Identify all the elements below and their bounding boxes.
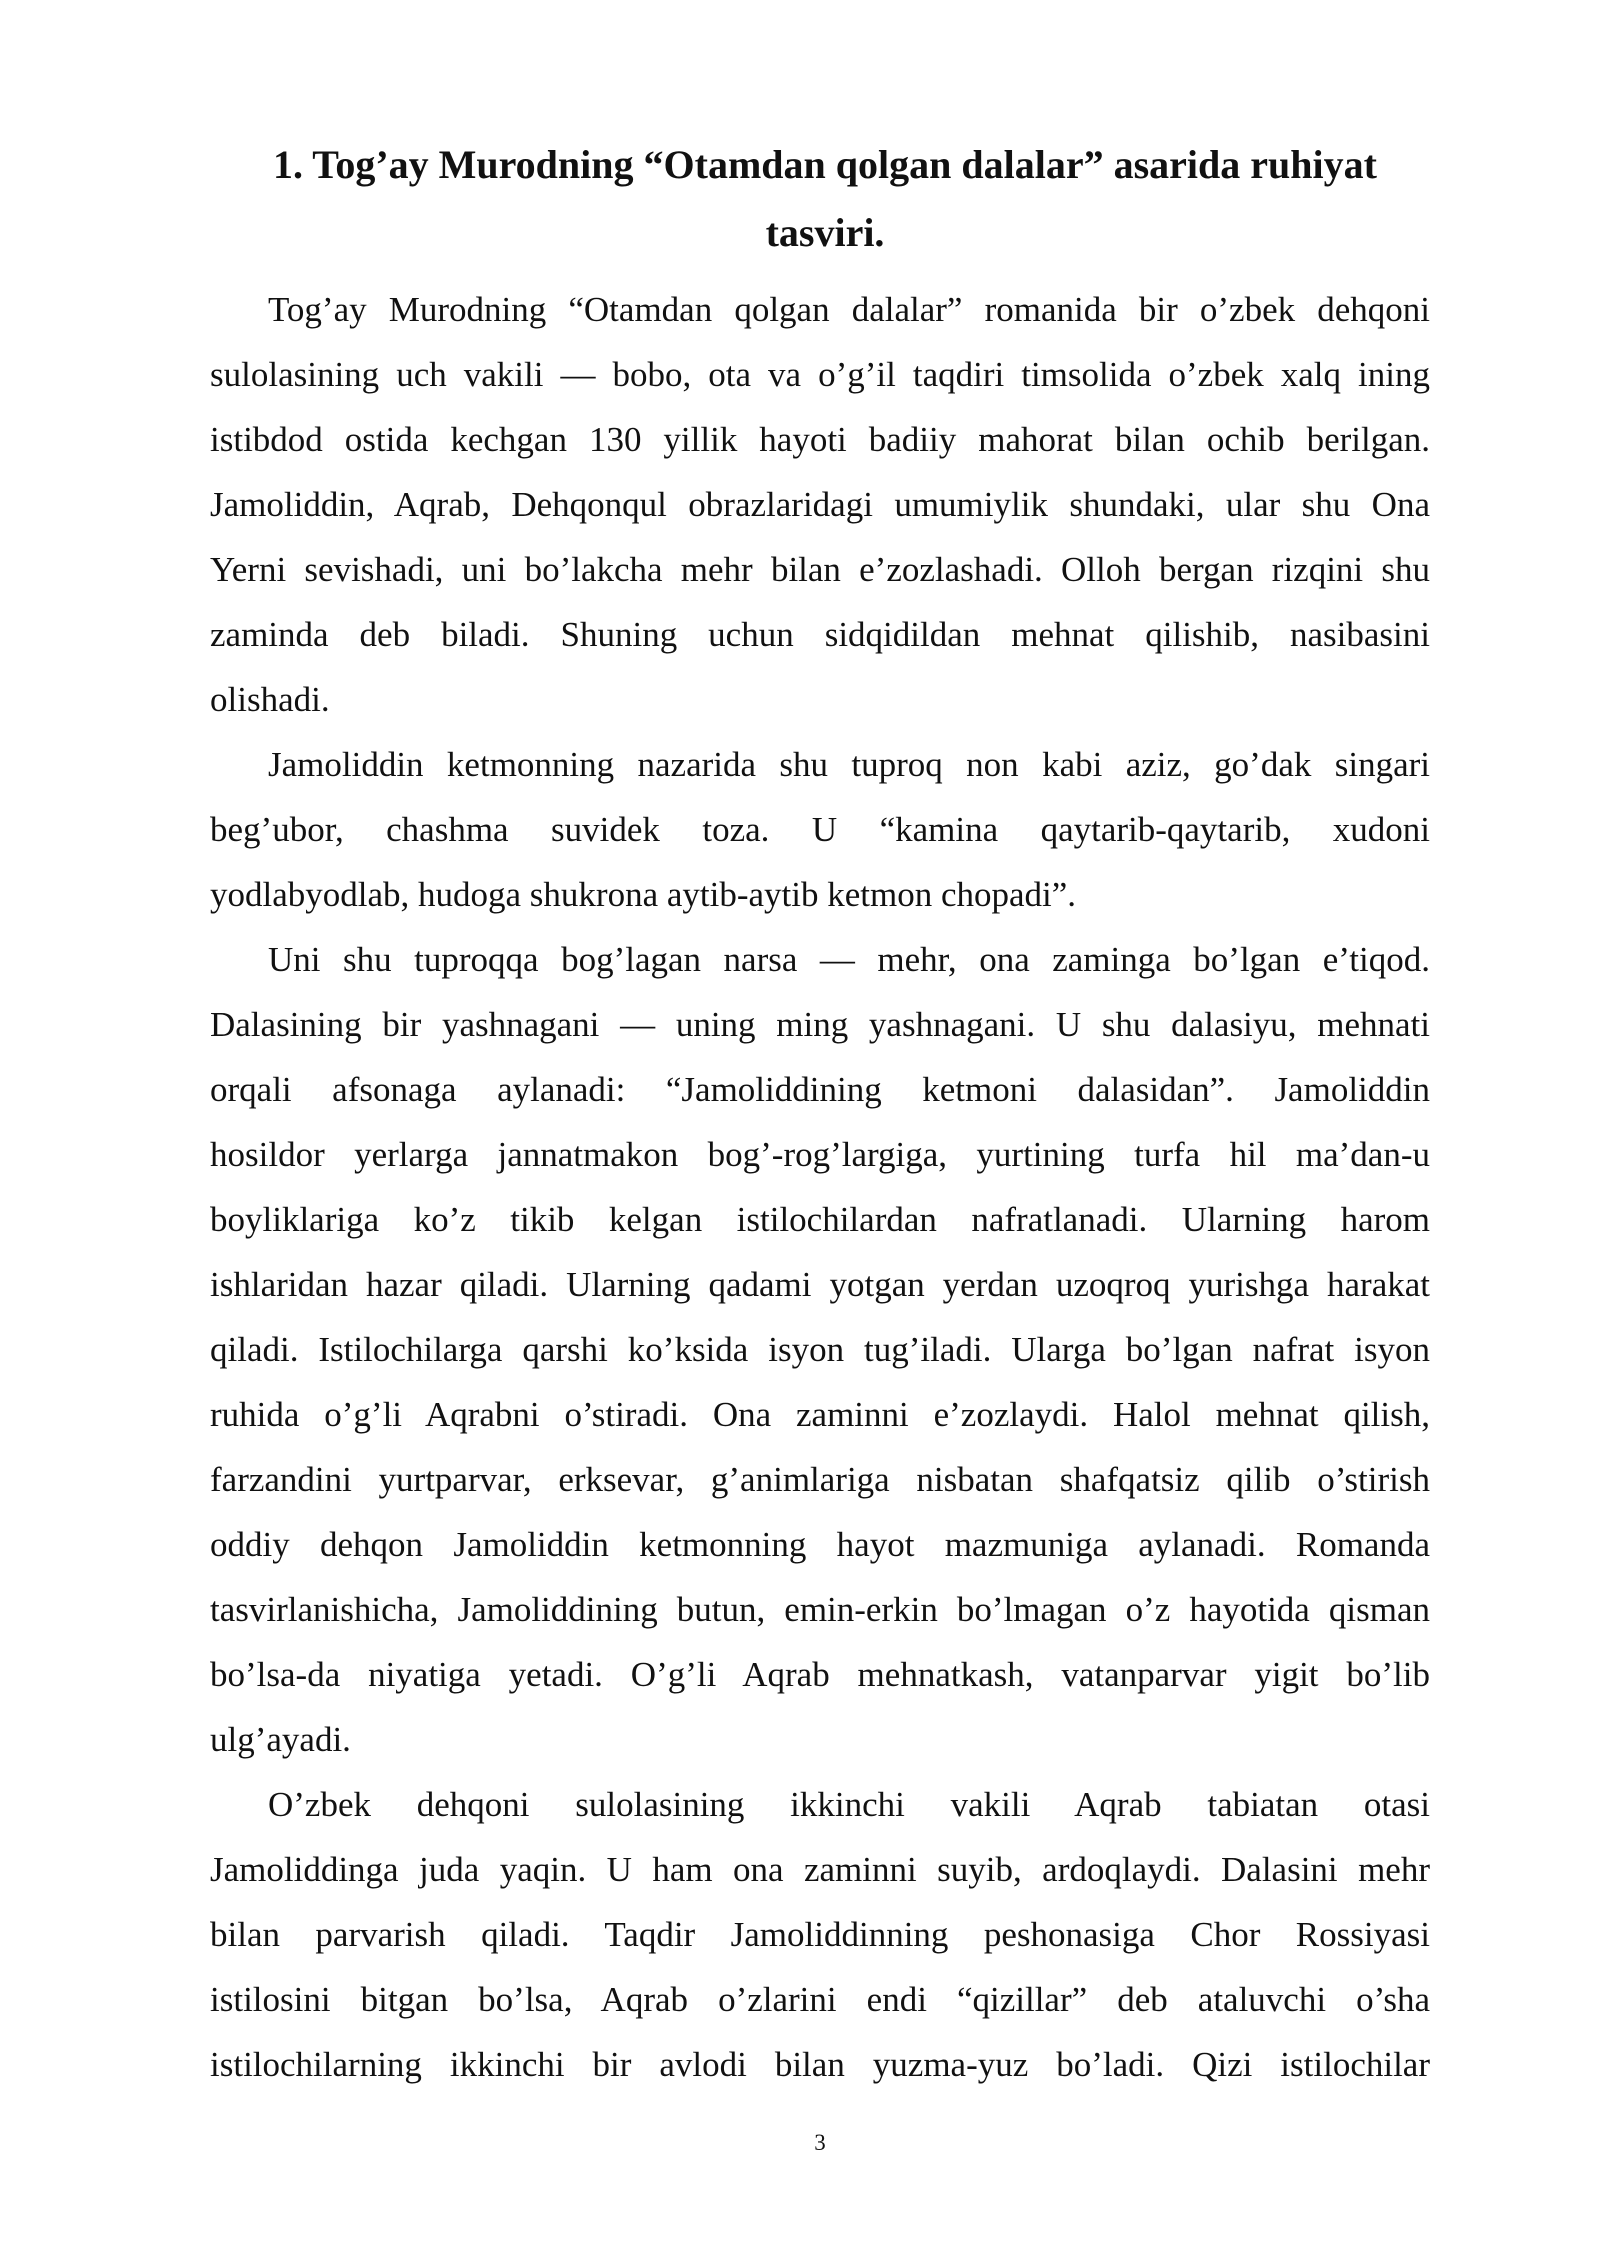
section-title-line-2: tasviri. <box>765 210 885 255</box>
paragraph-3-line-13: ulg’ayadi. <box>210 1720 351 1759</box>
page-number: 3 <box>814 2130 826 2155</box>
paragraph-3-line-5: boyliklariga ko’z tikib kelgan istilochilardan nafratlanadi. Ularning harom <box>210 1200 1430 1239</box>
paragraph-2-line-1: Jamoliddin ketmonning nazarida shu tuproq non kabi aziz, go’dak singari <box>268 745 1430 784</box>
paragraph-3-line-10: oddiy dehqon Jamoliddin ketmonning hayot mazmuniga aylanadi. Romanda <box>210 1525 1430 1564</box>
paragraph-1-line-2: sulolasining uch vakili — bobo, ota va o’g’il taqdiri timsolida o’zbek xalq ining <box>210 355 1430 394</box>
paragraph-3-line-6: ishlaridan hazar qiladi. Ularning qadami yotgan yerdan uzoqroq yurishga harakat <box>210 1265 1430 1304</box>
paragraph-3-line-9: farzandini yurtparvar, erksevar, g’animlariga nisbatan shafqatsiz qilib o’stirish <box>210 1460 1430 1499</box>
paragraph-4-line-4: istilosini bitgan bo’lsa, Aqrab o’zlarini endi “qizillar” deb ataluvchi o’sha <box>210 1980 1430 2019</box>
paragraph-1-line-1: Tog’ay Murodning “Otamdan qolgan dalalar” romanida bir o’zbek dehqoni <box>268 290 1430 329</box>
paragraph-3-line-12: bo’lsa-da niyatiga yetadi. O’g’li Aqrab mehnatkash, vatanparvar yigit bo’lib <box>210 1655 1430 1694</box>
paragraph-3-line-8: ruhida o’g’li Aqrabni o’stiradi. Ona zaminni e’zozlaydi. Halol mehnat qilish, <box>210 1395 1430 1434</box>
paragraph-2-line-2: beg’ubor, chashma suvidek toza. U “kamina qaytarib-qaytarib, xudoni <box>210 810 1430 849</box>
paragraph-4-line-5: istilochilarning ikkinchi bir avlodi bilan yuzma-yuz bo’ladi. Qizi istilochilar <box>210 2045 1430 2084</box>
paragraph-3-line-7: qiladi. Istilochilarga qarshi ko’ksida isyon tug’iladi. Ularga bo’lgan nafrat isyon <box>210 1330 1430 1369</box>
section-title-line-1: 1. Tog’ay Murodning “Otamdan qolgan dalalar” asarida ruhiyat <box>273 142 1377 187</box>
paragraph-2-line-3: yodlabyodlab, hudoga shukrona aytib-aytib ketmon chopadi”. <box>210 875 1077 914</box>
paragraph-3-line-1: Uni shu tuproqqa bog’lagan narsa — mehr, ona zaminga bo’lgan e’tiqod. <box>268 940 1430 979</box>
paragraph-4-line-1: O’zbek dehqoni sulolasining ikkinchi vakili Aqrab tabiatan otasi <box>268 1785 1430 1824</box>
paragraph-1-line-4: Jamoliddin, Aqrab, Dehqonqul obrazlaridagi umumiylik shundaki, ular shu Ona <box>210 485 1430 524</box>
paragraph-4-line-3: bilan parvarish qiladi. Taqdir Jamoliddinning peshonasiga Chor Rossiyasi <box>210 1915 1430 1954</box>
paragraph-1-line-6: zaminda deb biladi. Shuning uchun sidqidildan mehnat qilishib, nasibasini <box>210 615 1430 654</box>
paragraph-3-line-2: Dalasining bir yashnagani — uning ming yashnagani. U shu dalasiyu, mehnati <box>210 1005 1430 1044</box>
paragraph-1-line-5: Yerni sevishadi, uni bo’lakcha mehr bilan e’zozlashadi. Olloh bergan rizqini shu <box>210 550 1430 589</box>
paragraph-4-line-2: Jamoliddinga juda yaqin. U ham ona zaminni suyib, ardoqlaydi. Dalasini mehr <box>210 1850 1430 1889</box>
paragraph-3-line-3: orqali afsonaga aylanadi: “Jamoliddining ketmoni dalasidan”. Jamoliddin <box>210 1070 1430 1109</box>
paragraph-3-line-11: tasvirlanishicha, Jamoliddining butun, emin-erkin bo’lmagan o’z hayotida qisman <box>210 1590 1430 1629</box>
paragraph-3-line-4: hosildor yerlarga jannatmakon bog’-rog’largiga, yurtining turfa hil ma’dan-u <box>210 1135 1430 1174</box>
paragraph-1-line-3: istibdod ostida kechgan 130 yillik hayoti badiiy mahorat bilan ochib berilgan. <box>210 420 1430 459</box>
paragraph-1-line-7: olishadi. <box>210 680 330 719</box>
